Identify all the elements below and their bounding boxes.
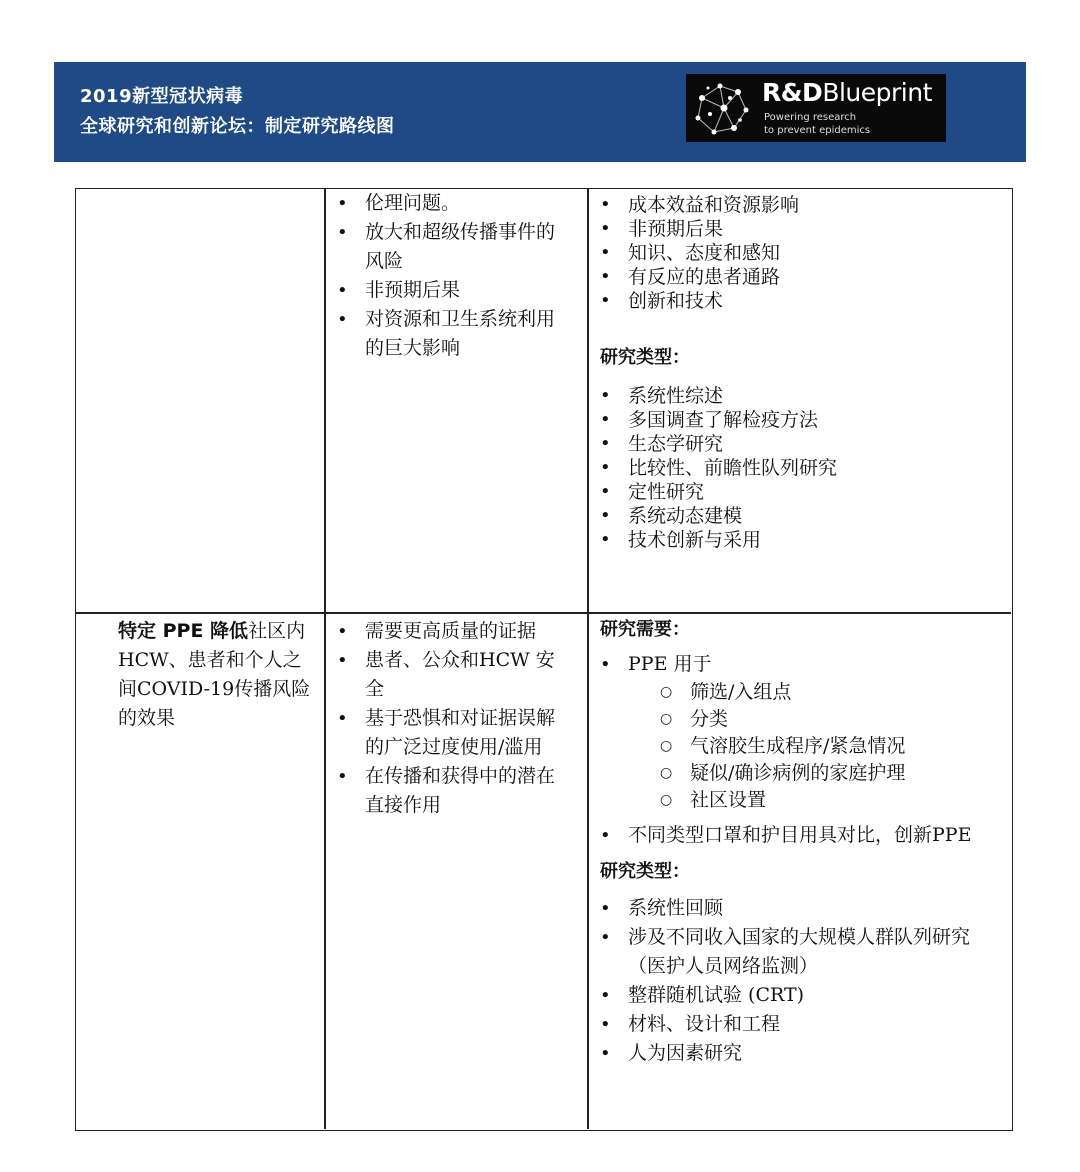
- list-item: • 生态学研究: [594, 432, 994, 456]
- list-item: ○ 筛选/入组点: [660, 679, 1004, 706]
- list-item: • 成本效益和资源影响: [594, 193, 994, 217]
- row2-types-heading: 研究类型：: [600, 861, 690, 882]
- list-item: • 在传播和获得中的潜在直接作用: [331, 762, 571, 820]
- list-item: • PPE 用于 ○ 筛选/入组点 ○ 分类 ○ 气溶胶生成程序/紧急情况 ○ 疑似/确诊病例的家庭护理 ○ 社区设置: [594, 650, 1004, 814]
- list-item: • 放大和超级传播事件的风险: [331, 218, 571, 276]
- row-divider: [76, 612, 1011, 614]
- list-item: • 材料、设计和工程: [594, 1010, 1004, 1039]
- column-divider-1: [324, 189, 326, 1129]
- row2-types-list: [594, 894, 1004, 1068]
- list-item: • 系统性综述: [594, 384, 994, 408]
- row2-label-cell: [118, 617, 312, 733]
- list-item: • 人为因素研究: [594, 1039, 1004, 1068]
- header-title-line1: 2019新型冠状病毒: [80, 86, 244, 107]
- list-item: • 非预期后果: [331, 276, 571, 305]
- row1-types-list: [594, 384, 994, 552]
- row1-right-cell: [594, 193, 994, 552]
- list-item: ○ 分类: [660, 706, 1004, 733]
- logo-brand: R&DBlueprint: [762, 78, 932, 107]
- row2-needs-list: [594, 650, 1004, 849]
- list-item: • 整群随机试验 (CRT): [594, 981, 1004, 1010]
- list-item: • 伦理问题。: [331, 189, 571, 218]
- list-item: • 系统性回顾: [594, 894, 1004, 923]
- list-item: • 知识、态度和感知: [594, 241, 994, 265]
- list-item: • 多国调查了解检疫方法: [594, 408, 994, 432]
- row2-needs-heading: 研究需要：: [600, 619, 690, 640]
- list-item: • 需要更高质量的证据: [331, 617, 571, 646]
- list-item: • 创新和技术: [594, 289, 994, 313]
- list-item: • 对资源和卫生系统利用的巨大影响: [331, 305, 571, 363]
- ppe-sublist: [628, 679, 1004, 814]
- row2-middle-list: [331, 617, 571, 820]
- list-item: ○ 社区设置: [660, 787, 1004, 814]
- column-divider-2: [587, 189, 589, 1129]
- header-banner: [54, 62, 1026, 162]
- row2-right-cell: [594, 615, 1004, 1068]
- logo-tagline-1: Powering research: [764, 112, 857, 123]
- list-item: • 有反应的患者通路: [594, 265, 994, 289]
- list-item: ○ 疑似/确诊病例的家庭护理: [660, 760, 1004, 787]
- list-item: • 不同类型口罩和护目用具对比，创新PPE: [594, 822, 1004, 849]
- research-table: [75, 188, 1013, 1131]
- list-item: • 非预期后果: [594, 217, 994, 241]
- row2-label-bold: 特定 PPE 降低: [118, 620, 249, 642]
- network-globe-icon: [690, 78, 756, 140]
- row1-types-heading: 研究类型：: [600, 347, 690, 368]
- row1-middle-cell: [331, 189, 571, 363]
- logo-tagline-2: to prevent epidemics: [764, 125, 871, 136]
- list-item: • 系统动态建模: [594, 504, 994, 528]
- list-item: • 涉及不同收入国家的大规模人群队列研究（医护人员网络监测）: [594, 923, 1004, 981]
- list-item: • 患者、公众和HCW 安全: [331, 646, 571, 704]
- rd-blueprint-logo: [686, 74, 946, 142]
- row2-middle-cell: [331, 617, 571, 820]
- row2-label-rest: 社区内HCW、患者和个人之间COVID-19传播风险的效果: [118, 620, 311, 729]
- row1-middle-list: [331, 189, 571, 363]
- list-item: • 定性研究: [594, 480, 994, 504]
- header-title-line2: 全球研究和创新论坛：制定研究路线图: [80, 116, 395, 137]
- list-item: • 基于恐惧和对证据误解的广泛过度使用/滥用: [331, 704, 571, 762]
- list-item: • 技术创新与采用: [594, 528, 994, 552]
- list-item: • 比较性、前瞻性队列研究: [594, 456, 994, 480]
- row1-considerations-list: [594, 193, 994, 313]
- list-item: ○ 气溶胶生成程序/紧急情况: [660, 733, 1004, 760]
